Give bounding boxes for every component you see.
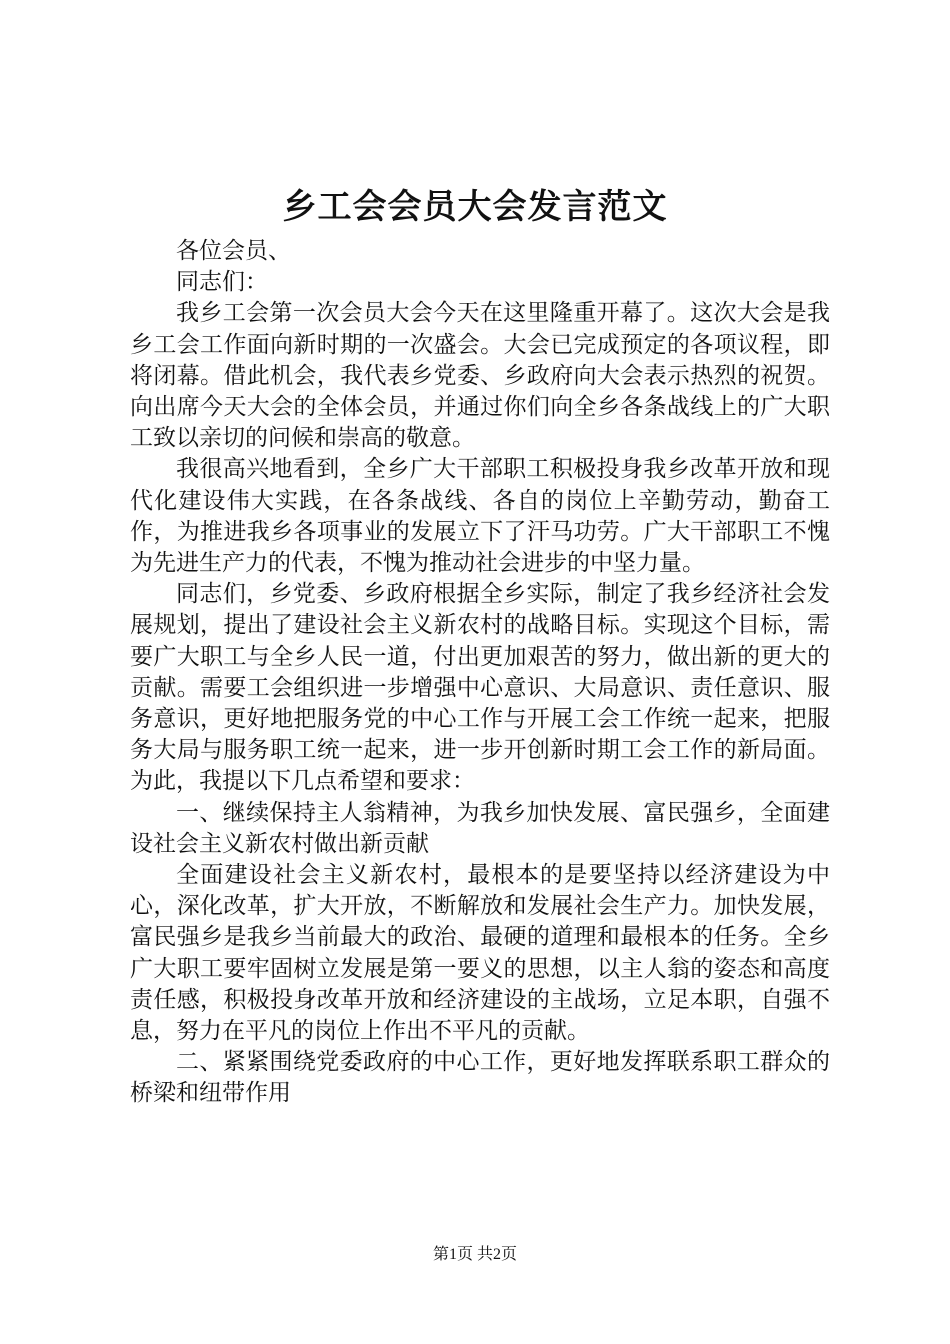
body-paragraph: 我乡工会第一次会员大会今天在这里隆重开幕了。这次大会是我乡工会工作面向新时期的一次盛会。大会已完成预定的各项议程，即将闭幕。借此机会，我代表乡党委、乡政府向大会表示热烈的祝贺。向出席今天大会的全体会员，并通过你们向全乡各条战线上的广大职工致以亲切的问候和崇高的敬意。 [130,300,830,452]
body-paragraph: 全面建设社会主义新农村，最根本的是要坚持以经济建设为中心，深化改革，扩大开放，不断解放和发展社会生产力。加快发展，富民强乡是我乡当前最大的政治、最硬的道理和最根本的任务。全乡广大职工要牢固树立发展是第一要义的思想，以主人翁的姿态和高度责任感，积极投身改革开放和经济建设的主战场，立足本职，自强不息，努力在平凡的岗位上作出不平凡的贡献。 [130,862,830,1045]
section-heading: 一、继续保持主人翁精神，为我乡加快发展、富民强乡，全面建设社会主义新农村做出新贡献 [130,799,830,857]
body-paragraph: 我很高兴地看到，全乡广大干部职工积极投身我乡改革开放和现代化建设伟大实践，在各条战线、各自的岗位上辛勤劳动，勤奋工作，为推进我乡各项事业的发展立下了汗马功劳。广大干部职工不愧为先进生产力的代表，不愧为推动社会进步的中坚力量。 [130,456,830,577]
salutation-line: 同志们： [176,269,268,296]
body-paragraph: 同志们，乡党委、乡政府根据全乡实际，制定了我乡经济社会发展规划，提出了建设社会主义新农村的战略目标。实现这个目标，需要广大职工与全乡人民一道，付出更加艰苦的努力，做出新的更大的贡献。需要工会组织进一步增强中心意识、大局意识、责任意识、服务意识，更好地把服务党的中心工作与开展工会工作统一起来，把服务大局与服务职工统一起来，进一步开创新时期工会工作的新局面。为此，我提以下几点希望和要求： [130,581,830,795]
document-title: 乡工会会员大会发言范文 [282,187,668,227]
section-heading: 二、紧紧围绕党委政府的中心工作，更好地发挥联系职工群众的桥梁和纽带作用 [130,1049,830,1107]
salutation-line: 各位会员、 [176,238,291,264]
document-body [130,236,830,1110]
page-number-footer: 第1页 共2页 [432,1246,517,1263]
